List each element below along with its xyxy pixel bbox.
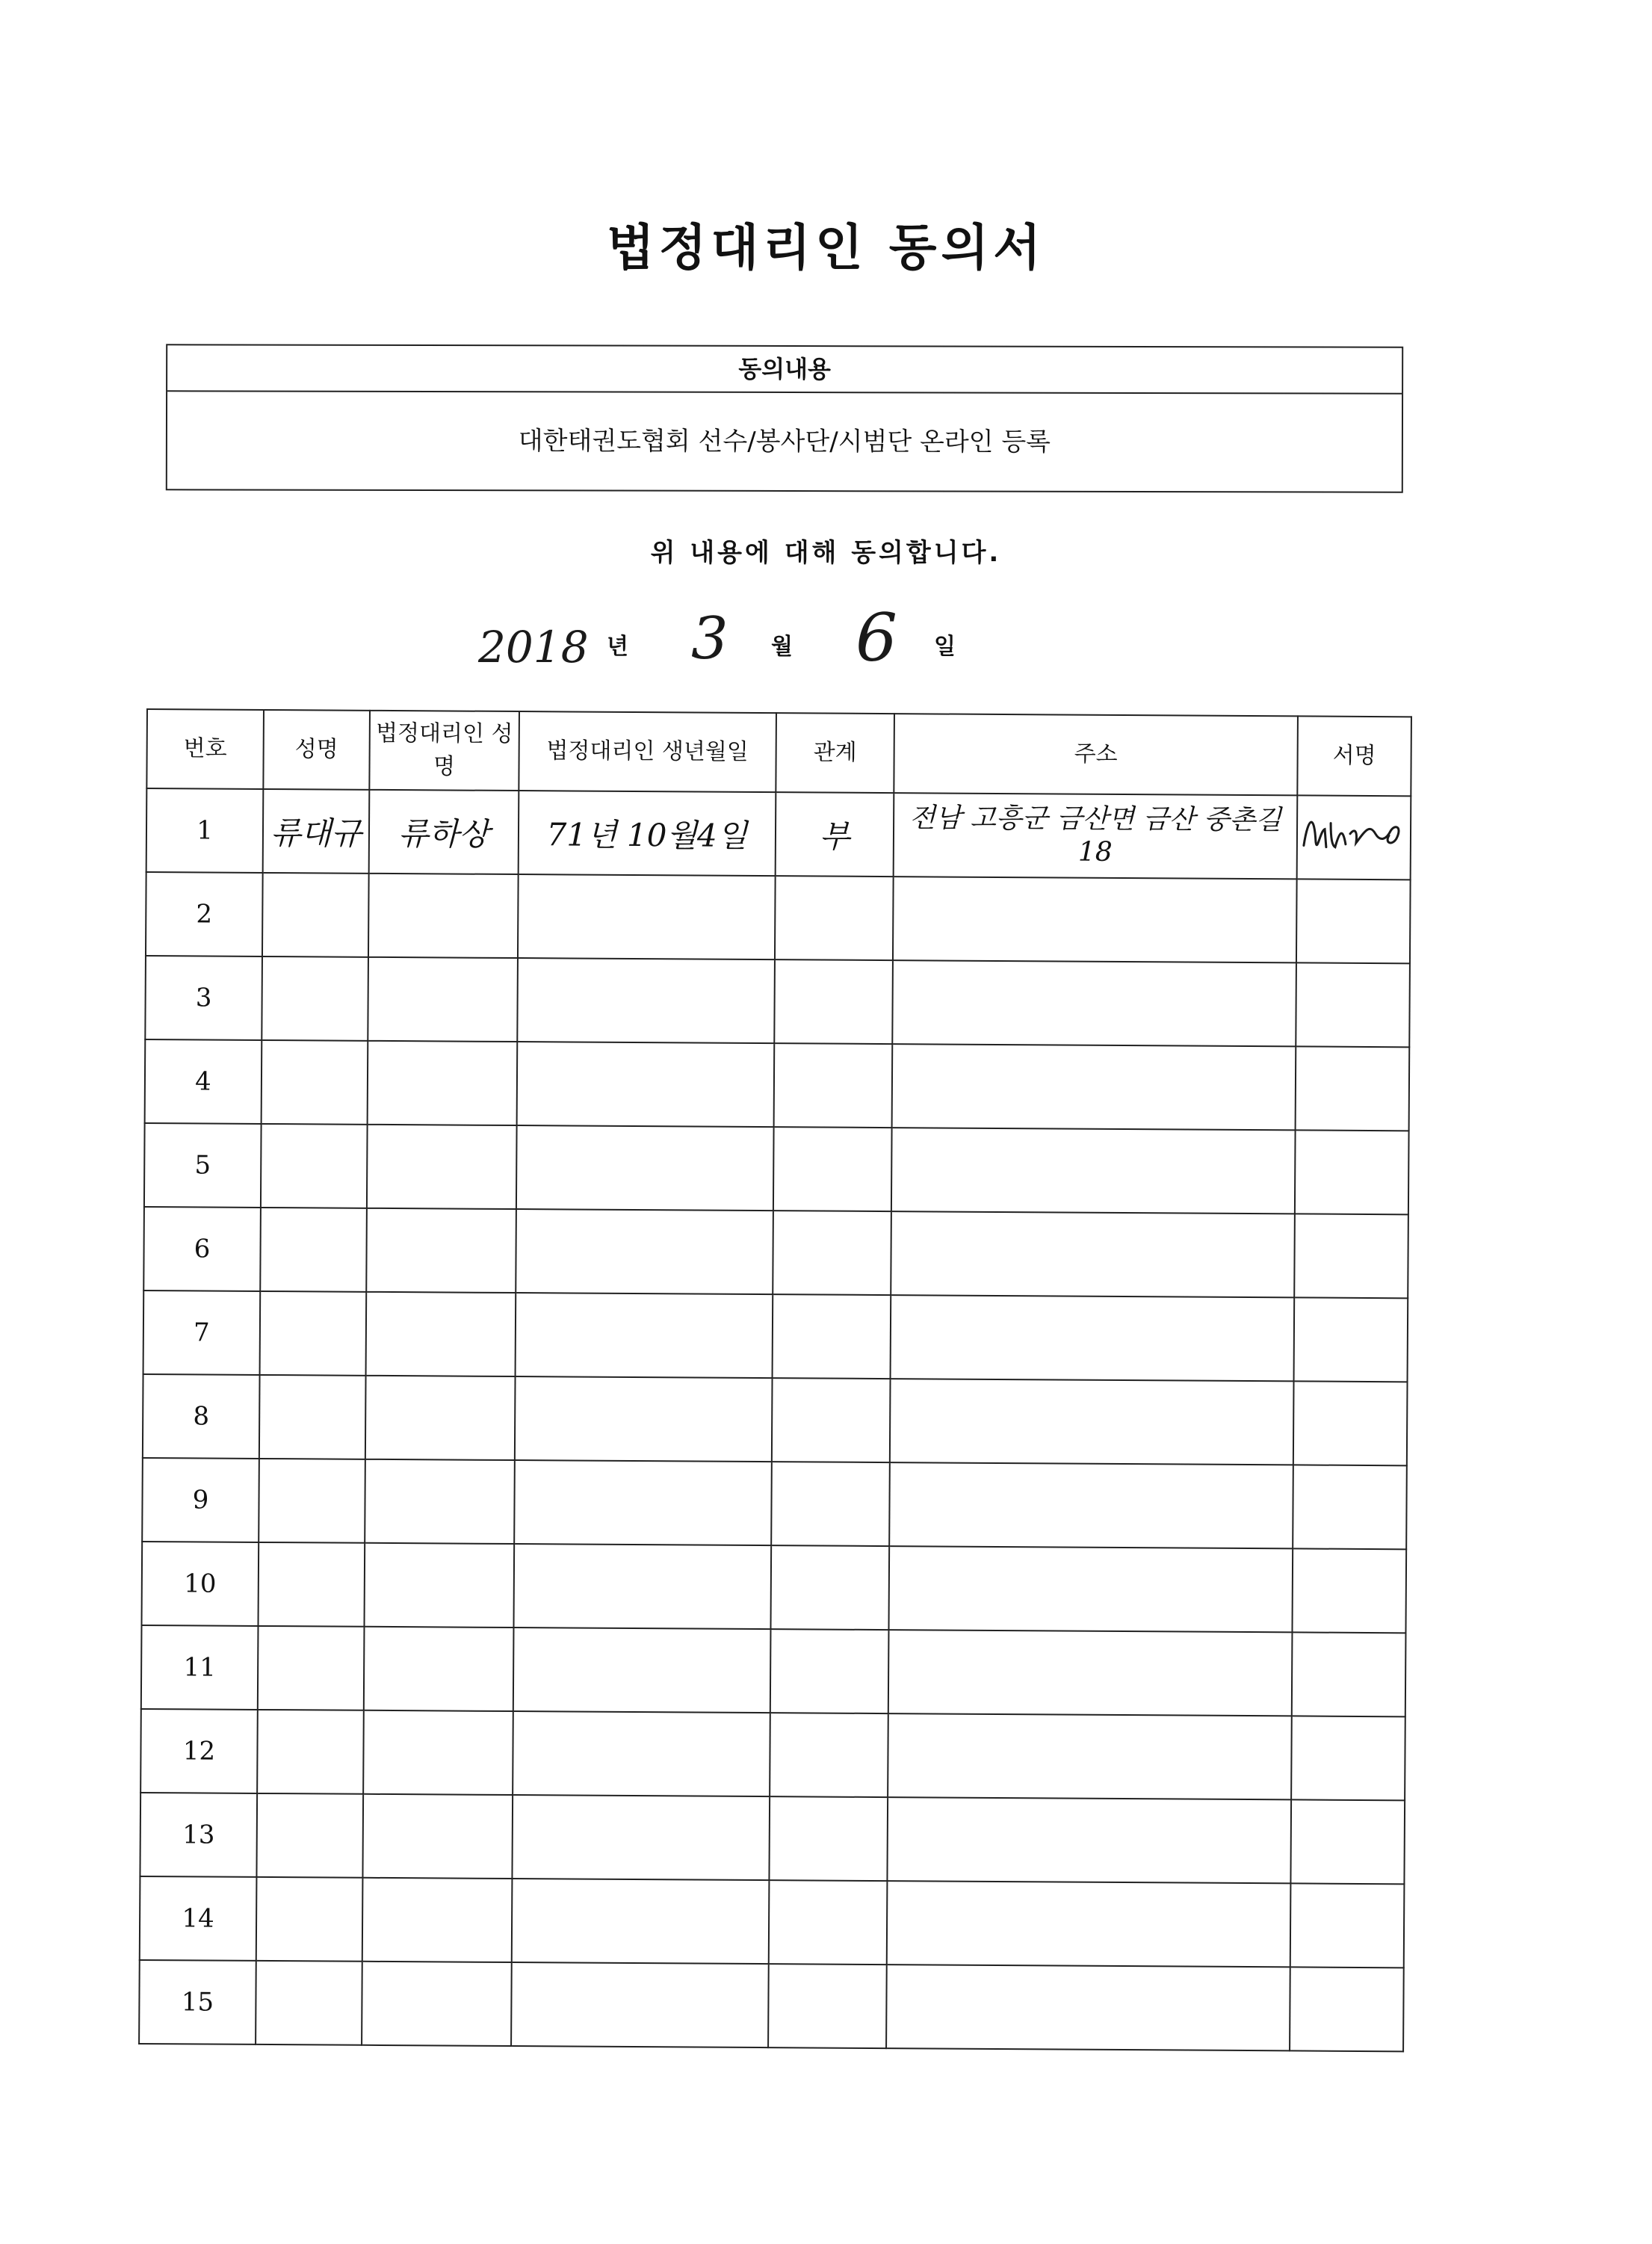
cell-guardian-birth <box>513 1544 771 1629</box>
cell-guardian-birth: 71년 10월4일 <box>519 791 776 876</box>
table-row <box>143 1374 1408 1465</box>
cell-guardian-name <box>366 1208 516 1293</box>
header-relation: 관계 <box>776 713 894 793</box>
cell-address <box>888 1546 1293 1632</box>
cell-name <box>260 1291 367 1376</box>
cell-signature <box>1291 1716 1405 1800</box>
cell-signature <box>1292 1632 1406 1716</box>
signature-mark <box>1298 800 1411 868</box>
cell-guardian-name <box>365 1459 515 1544</box>
cell-number: 9 <box>142 1458 259 1542</box>
guardian-table <box>138 708 1411 2039</box>
cell-address <box>890 1379 1294 1465</box>
date-year-unit: 년 <box>607 634 628 660</box>
cell-address <box>891 1295 1295 1381</box>
table-row <box>141 1625 1406 1716</box>
date-row <box>478 599 1001 680</box>
date-day: 6 <box>856 599 897 676</box>
cell-name <box>256 1961 362 2045</box>
cell-guardian-name <box>362 1794 513 1879</box>
cell-number: 2 <box>146 872 263 956</box>
consent-content: 대한태권도협회 선수/봉사단/시범단 온라인 등록 <box>518 426 1051 457</box>
cell-signature <box>1290 1799 1405 1884</box>
cell-address <box>893 877 1297 962</box>
cell-number: 5 <box>144 1123 262 1208</box>
cell-address <box>892 960 1296 1046</box>
cell-name <box>256 1793 363 1878</box>
cell-name <box>262 873 369 957</box>
cell-number: 6 <box>143 1207 261 1291</box>
cell-address <box>888 1713 1292 1799</box>
cell-guardian-birth <box>514 1460 772 1545</box>
table-row <box>140 1793 1405 1884</box>
header-guardian-name: 법정대리인 성명 <box>369 711 519 791</box>
cell-guardian-birth <box>515 1376 773 1462</box>
cell-address <box>887 1881 1291 1967</box>
cell-guardian-birth <box>511 1962 769 2047</box>
cell-number: 4 <box>145 1039 262 1124</box>
cell-name <box>262 956 368 1041</box>
cell-guardian-birth <box>516 1293 773 1378</box>
table-row <box>144 1123 1409 1214</box>
cell-signature <box>1292 1548 1406 1633</box>
cell-relation <box>775 876 894 960</box>
table-row <box>140 1709 1405 1800</box>
cell-guardian-name <box>367 1125 517 1209</box>
cell-address <box>892 1044 1296 1130</box>
cell-number: 10 <box>142 1542 259 1626</box>
cell-relation <box>771 1462 890 1546</box>
cell-guardian-birth <box>512 1879 770 1964</box>
cell-number: 15 <box>139 1960 256 2044</box>
cell-address <box>887 1797 1291 1883</box>
consent-box <box>166 344 1403 492</box>
cell-name <box>260 1208 367 1292</box>
cell-guardian-birth <box>517 1042 775 1127</box>
cell-address <box>891 1128 1296 1214</box>
cell-signature <box>1290 1883 1405 1968</box>
cell-number: 11 <box>141 1625 259 1710</box>
cell-guardian-birth <box>513 1711 770 1796</box>
cell-guardian-birth <box>516 1209 773 1294</box>
cell-guardian-birth <box>518 874 776 959</box>
cell-guardian-name <box>364 1627 514 1711</box>
cell-relation <box>772 1378 891 1462</box>
cell-guardian-name: 류하상 <box>369 790 519 874</box>
cell-guardian-name <box>362 1962 512 2046</box>
cell-signature <box>1295 1130 1409 1214</box>
cell-signature <box>1296 1046 1410 1131</box>
table-row <box>145 956 1410 1047</box>
cell-signature <box>1294 1214 1408 1298</box>
cell-relation <box>769 1880 888 1965</box>
cell-name <box>258 1626 365 1710</box>
cell-address: 전남 고흥군 금산면 금산 중촌길 18 <box>894 793 1298 879</box>
cell-address <box>886 1965 1290 2050</box>
cell-relation <box>773 1127 892 1211</box>
cell-guardian-name <box>364 1543 514 1628</box>
cell-number: 13 <box>140 1793 257 1877</box>
cell-guardian-name <box>368 1041 518 1125</box>
cell-number: 3 <box>145 956 262 1040</box>
cell-name <box>261 1124 368 1208</box>
table-row <box>143 1207 1408 1298</box>
cell-relation <box>773 1211 891 1295</box>
table-row <box>146 788 1411 880</box>
cell-number: 12 <box>140 1709 258 1793</box>
cell-number: 14 <box>140 1876 257 1961</box>
cell-name <box>259 1459 365 1543</box>
table-row <box>142 1458 1407 1549</box>
table-header-row <box>146 709 1411 796</box>
cell-guardian-birth <box>513 1628 771 1713</box>
header-signature: 서명 <box>1297 716 1411 796</box>
cell-guardian-name <box>362 1878 513 1962</box>
cell-signature <box>1296 879 1411 963</box>
cell-address <box>888 1630 1293 1716</box>
cell-guardian-name <box>368 874 519 958</box>
cell-guardian-name <box>366 1292 516 1376</box>
cell-name <box>256 1877 363 1962</box>
table-row <box>145 1039 1410 1131</box>
cell-relation <box>769 1796 888 1881</box>
date-year: 2018 <box>478 622 589 673</box>
cell-signature <box>1297 795 1411 880</box>
cell-guardian-name <box>365 1376 516 1460</box>
cell-relation <box>770 1713 888 1797</box>
date-day-unit: 일 <box>934 634 956 660</box>
header-address: 주소 <box>894 714 1298 795</box>
cell-address <box>889 1462 1293 1548</box>
cell-number: 1 <box>146 788 264 873</box>
cell-name <box>259 1375 366 1459</box>
cell-signature <box>1294 1297 1408 1382</box>
cell-relation <box>770 1629 889 1713</box>
cell-relation: 부 <box>776 792 894 877</box>
cell-guardian-name <box>363 1710 513 1795</box>
cell-name <box>259 1542 365 1627</box>
table-row <box>139 1960 1404 2051</box>
cell-guardian-birth <box>516 1125 774 1211</box>
cell-number: 8 <box>143 1374 260 1459</box>
table-row <box>146 872 1411 963</box>
table-row <box>140 1876 1405 1968</box>
table-row <box>143 1291 1408 1382</box>
table-row <box>142 1542 1407 1633</box>
cell-relation <box>774 1043 893 1128</box>
date-month: 3 <box>691 605 728 673</box>
cell-relation <box>770 1545 889 1630</box>
cell-relation <box>773 1294 891 1379</box>
cell-guardian-name <box>368 957 518 1042</box>
cell-address <box>891 1211 1295 1297</box>
cell-signature <box>1290 1967 1404 2051</box>
cell-signature <box>1293 1381 1408 1465</box>
cell-signature <box>1293 1465 1407 1549</box>
header-number: 번호 <box>146 709 264 789</box>
cell-guardian-birth <box>517 958 775 1043</box>
agreement-statement: 위 내용에 대해 동의합니다. <box>650 538 1002 568</box>
document-title: 법정대리인 동의서 <box>606 219 1046 276</box>
cell-signature <box>1296 962 1410 1047</box>
cell-relation <box>768 1964 887 2048</box>
cell-relation <box>774 959 893 1044</box>
cell-name <box>257 1710 364 1794</box>
cell-name: 류대규 <box>263 789 370 874</box>
header-name: 성명 <box>263 710 370 790</box>
cell-name <box>262 1040 368 1125</box>
cell-guardian-birth <box>512 1795 770 1880</box>
cell-number: 7 <box>143 1291 261 1375</box>
header-guardian-birth: 법정대리인 생년월일 <box>519 711 776 792</box>
consent-header: 동의내용 <box>167 345 1402 394</box>
date-month-unit: 월 <box>771 634 793 660</box>
